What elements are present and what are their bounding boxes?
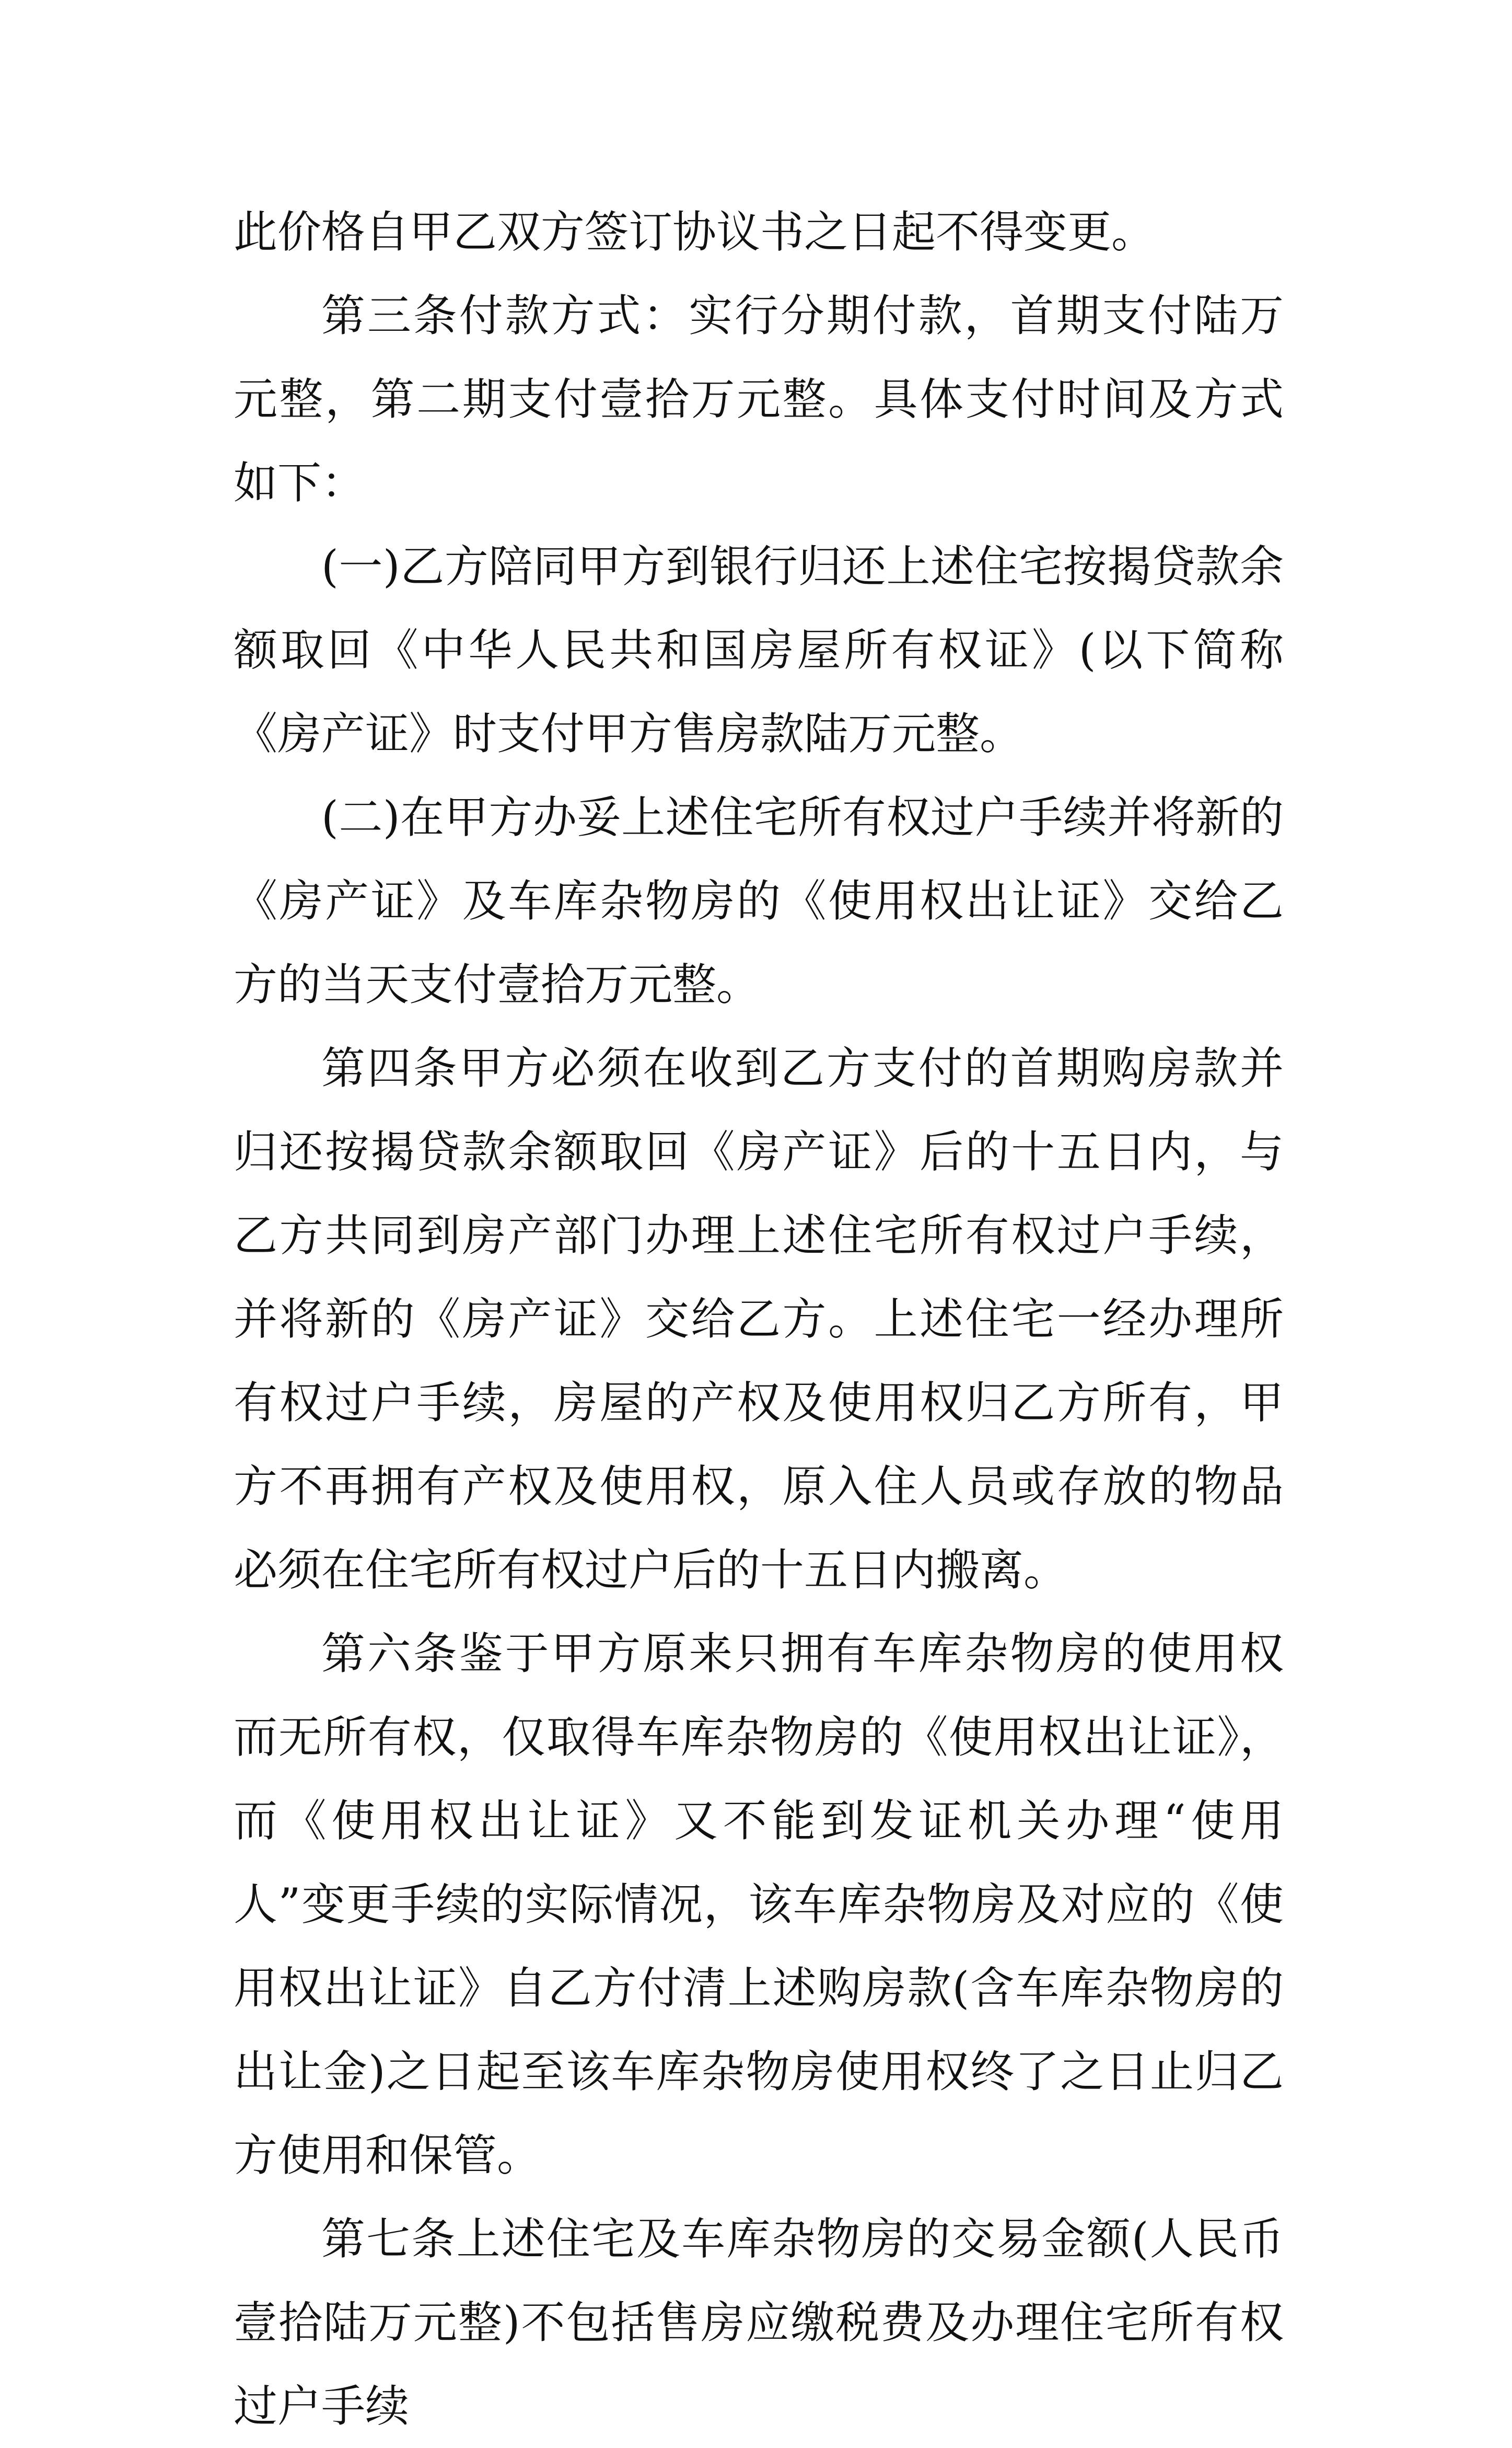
paragraph-article-7: 第七条上述住宅及车库杂物房的交易金额(人民币壹拾陆万元整)不包括售房应缴税费及办理住宅所有权过户手续 <box>234 2213 1284 2432</box>
paragraph-price-clause-end: 此价格自甲乙双方签订协议书之日起不得变更。 <box>234 206 1156 258</box>
paragraph-article-4: 第四条甲方必须在收到乙方支付的首期购房款并归还按揭贷款余额取回《房产证》后的十五日内，与乙方共同到房产部门办理上述住宅所有权过户手续，并将新的《房产证》交给乙方。上述住宅一经办理所有权过户手续，房屋的产权及使用权归乙方所有，甲方不再拥有产权及使用权，原入住人员或存放的物品必须在住宅所有权过户后的十五日内搬离。 <box>234 1043 1284 1596</box>
paragraph-article-6: 第六条鉴于甲方原来只拥有车库杂物房的使用权而无所有权，仅取得车库杂物房的《使用权出让证》，而《使用权出让证》又不能到发证机关办理“使用人”变更手续的实际情况，该车库杂物房及对应的《使用权出让证》自乙方付清上述购房款(含车库杂物房的出让金)之日起至该车库杂物房使用权终了之日止归乙方使用和保管。 <box>234 1628 1284 2181</box>
paragraph-article-3-payment: 第三条付款方式：实行分期付款，首期支付陆万元整，第二期支付壹拾万元整。具体支付时间及方式如下： <box>234 290 1284 509</box>
document-body <box>234 190 1284 2448</box>
paragraph-payment-item-1: (一)乙方陪同甲方到银行归还上述住宅按揭贷款余额取回《中华人民共和国房屋所有权证》(以下简称《房产证》时支付甲方售房款陆万元整。 <box>234 541 1284 759</box>
paragraph-payment-item-2: (二)在甲方办妥上述住宅所有权过户手续并将新的《房产证》及车库杂物房的《使用权出让证》交给乙方的当天支付壹拾万元整。 <box>234 792 1284 1010</box>
